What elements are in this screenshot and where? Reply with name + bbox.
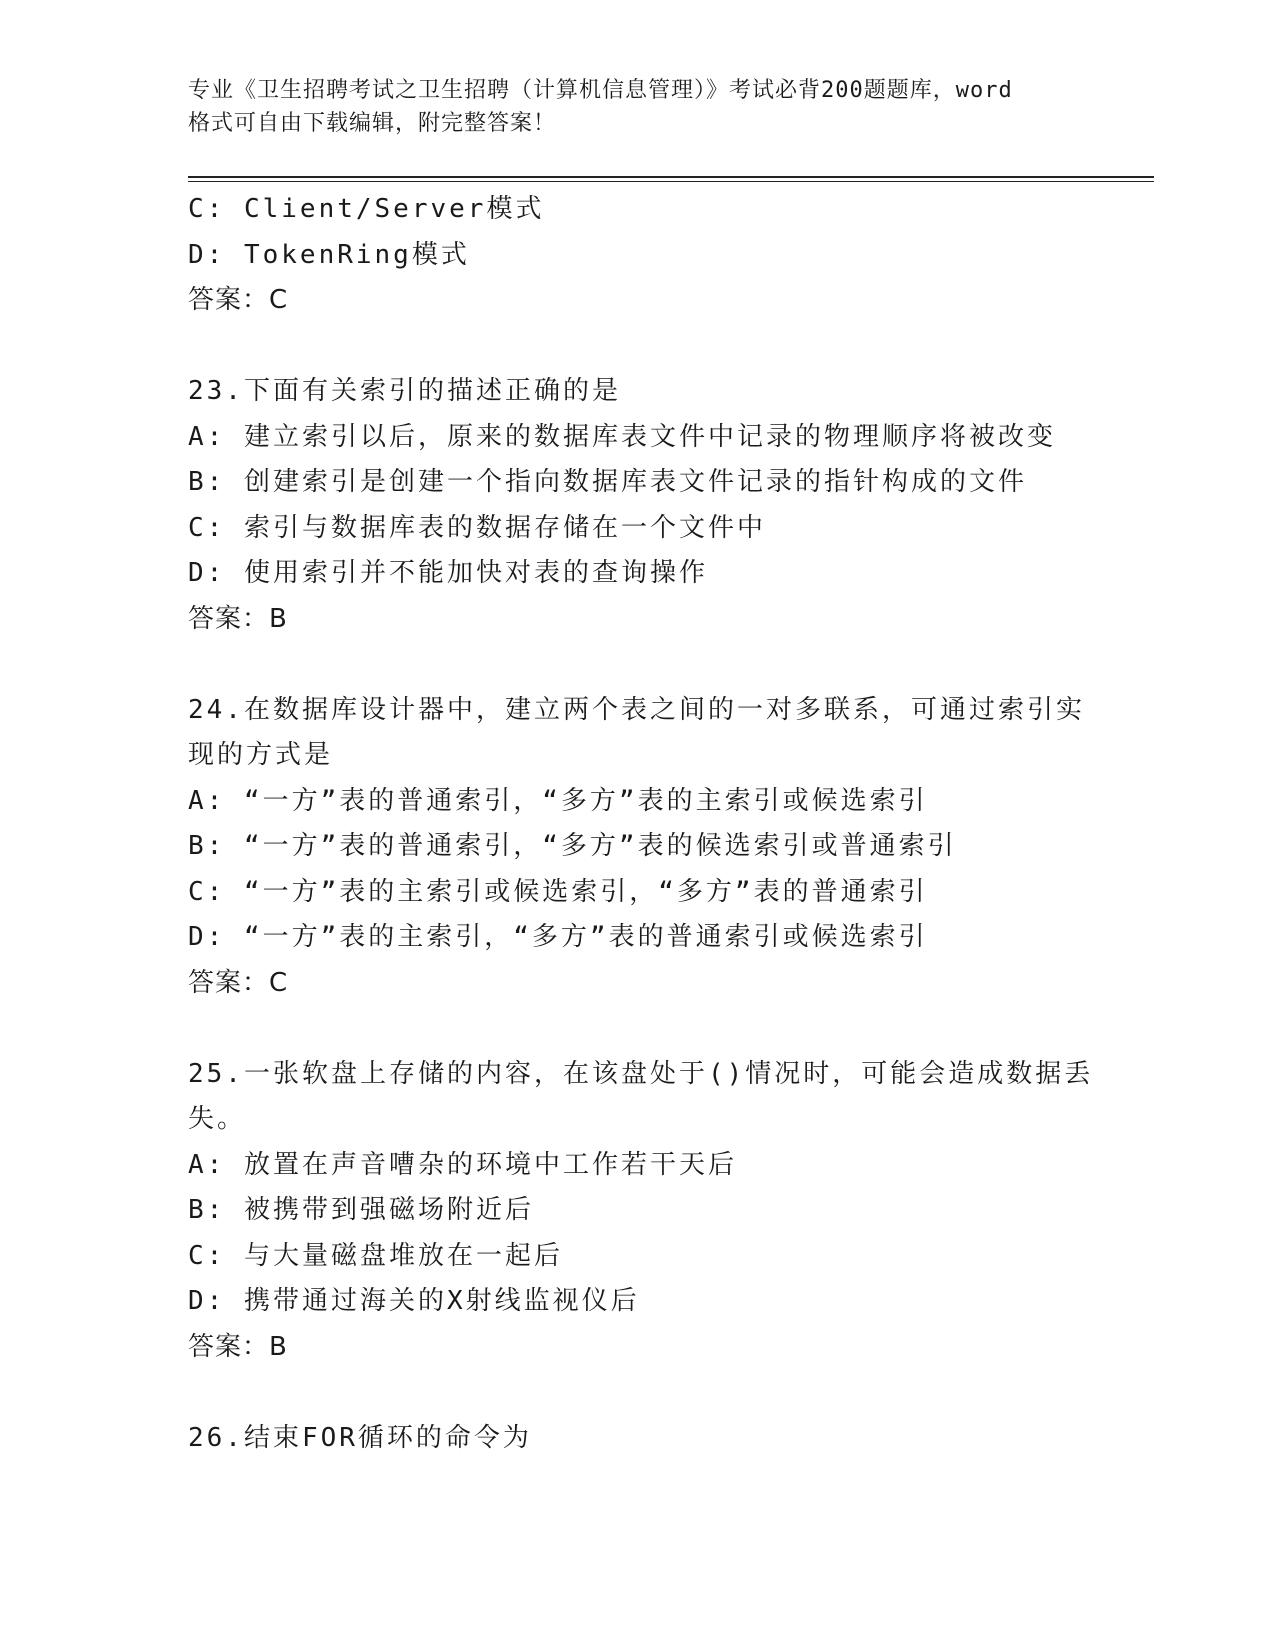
question-stem: 24.在数据库设计器中，建立两个表之间的一对多联系，可通过索引实 — [188, 694, 1085, 725]
document-header — [188, 74, 1088, 140]
option-c: C: 索引与数据库表的数据存储在一个文件中 — [188, 512, 766, 543]
option-a: A: 放置在声音嘈杂的环境中工作若干天后 — [188, 1149, 737, 1180]
option-d: D: 携带通过海关的X射线监视仪后 — [188, 1286, 640, 1316]
question-stem: 25.一张软盘上存储的内容，在该盘处于()情况时，可能会造成数据丢 — [188, 1058, 1094, 1089]
answer-line: 答案：B — [188, 603, 288, 634]
answer-line: 答案：B — [188, 1331, 288, 1362]
option-b: B: 被携带到强磁场附近后 — [188, 1195, 534, 1225]
header-line-1: 专业《卫生招聘考试之卫生招聘（计算机信息管理）》考试必背200题题库，word — [188, 78, 1013, 103]
document-body — [188, 187, 1094, 1461]
option-d: D: TokenRing模式 — [188, 239, 470, 270]
question-block-26 — [188, 1416, 1088, 1462]
question-block-24 — [188, 688, 1088, 1007]
option-a: A: “一方”表的普通索引，“多方”表的主索引或候选索引 — [188, 785, 928, 816]
option-c: C: “一方”表的主索引或候选索引，“多方”表的普通索引 — [188, 876, 928, 907]
question-stem: 26.结束FOR循环的命令为 — [188, 1422, 532, 1453]
header-rule-thick — [188, 176, 1154, 178]
option-d: D: “一方”表的主索引，“多方”表的普通索引或候选索引 — [188, 922, 928, 952]
question-stem-continued: 失。 — [188, 1104, 247, 1134]
answer-line: 答案：C — [188, 967, 289, 998]
option-b: B: “一方”表的普通索引，“多方”表的候选索引或普通索引 — [188, 831, 957, 861]
option-b: B: 创建索引是创建一个指向数据库表文件记录的指针构成的文件 — [188, 467, 1027, 497]
answer-line: 答案：C — [188, 285, 289, 315]
question-stem: 23.下面有关索引的描述正确的是 — [188, 376, 621, 406]
header-line-2: 格式可自由下载编辑，附完整答案！ — [188, 111, 557, 136]
question-block-25 — [188, 1052, 1094, 1371]
question-block-23 — [188, 369, 1088, 642]
header-rule-thin — [188, 181, 1154, 182]
question-stem-continued: 现的方式是 — [188, 740, 334, 770]
option-a: A: 建立索引以后，原来的数据库表文件中记录的物理顺序将被改变 — [188, 421, 1056, 452]
option-c: C: Client/Server模式 — [188, 194, 545, 224]
option-c: C: 与大量磁盘堆放在一起后 — [188, 1240, 563, 1271]
question-block-22 — [188, 187, 1088, 324]
option-d: D: 使用索引并不能加快对表的查询操作 — [188, 558, 708, 588]
